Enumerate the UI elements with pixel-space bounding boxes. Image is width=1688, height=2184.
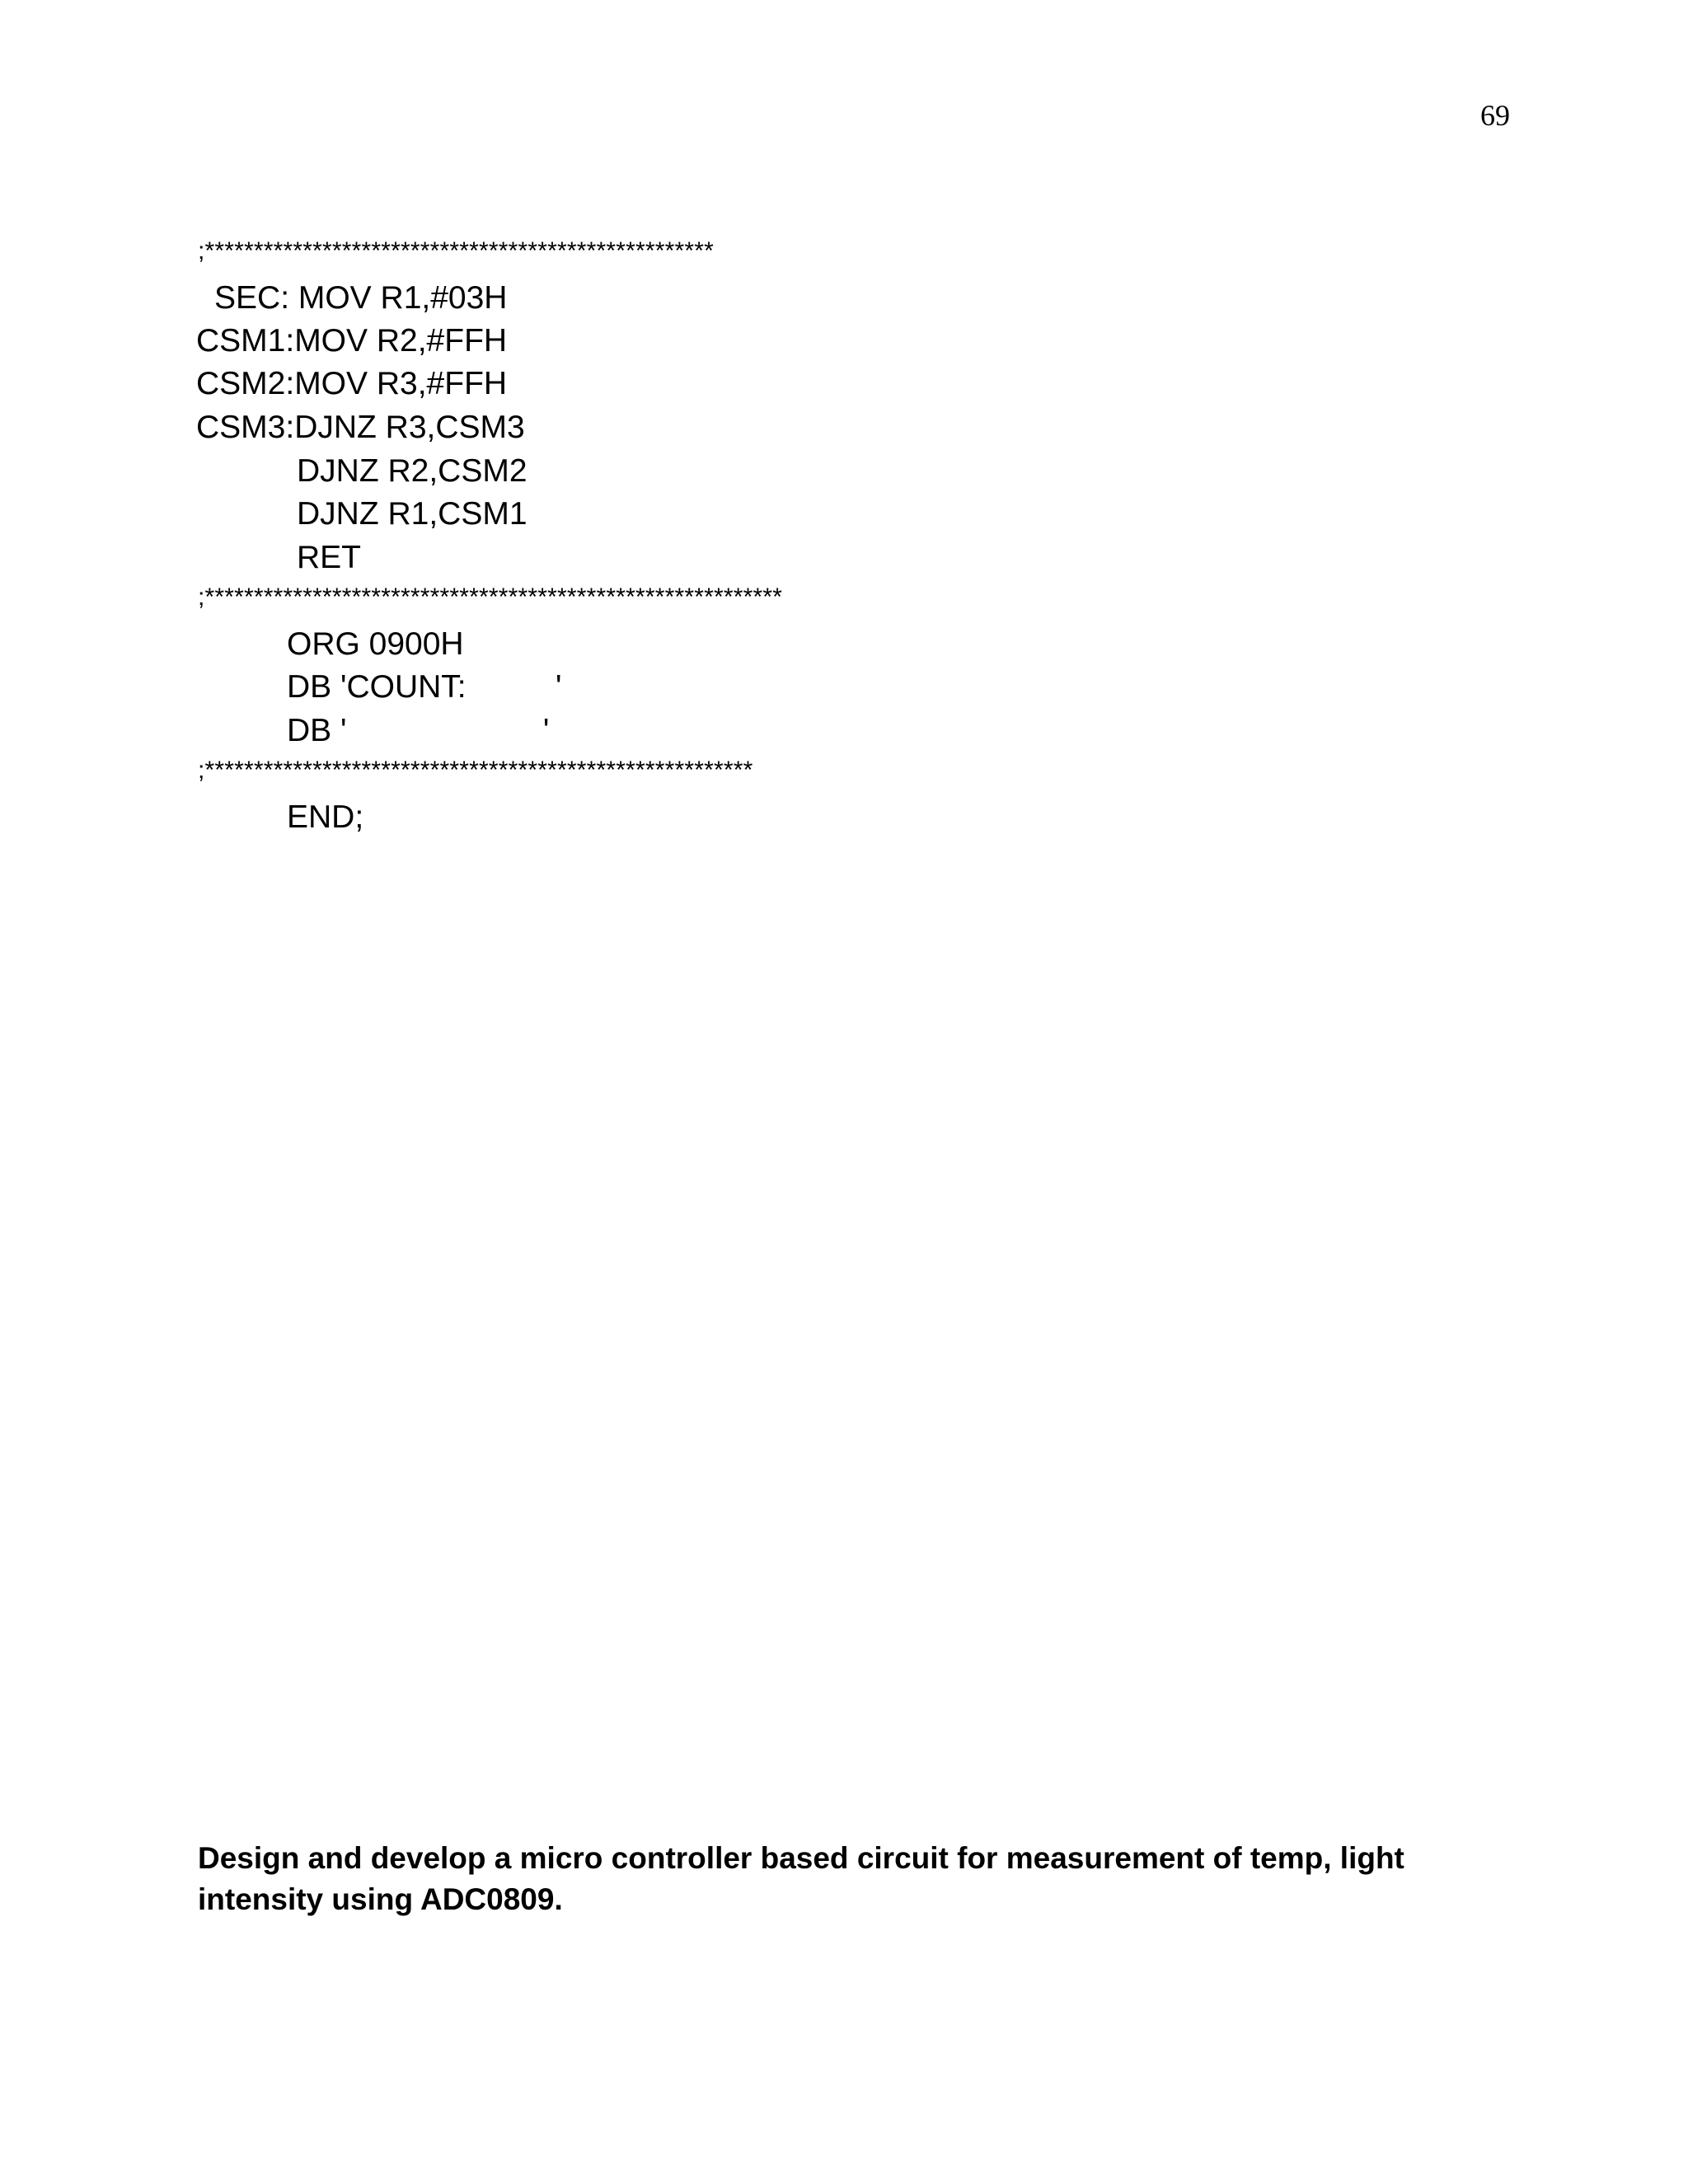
code-line: DB ' ' [287, 713, 550, 748]
code-line: CSM1:MOV R2,#FFH [196, 323, 508, 359]
code-line: ORG 0900H [287, 626, 464, 662]
code-line: SEC: MOV R1,#03H [214, 280, 508, 316]
code-line: DJNZ R1,CSM1 [297, 496, 528, 532]
page-number: 69 [1480, 99, 1510, 132]
code-line: CSM2:MOV R3,#FFH [196, 366, 508, 401]
code-line: RET [297, 540, 361, 575]
heading-line: intensity using ADC0809. [198, 1882, 563, 1916]
code-line: END; [287, 799, 364, 835]
separator-line: ;******************************************************** [198, 757, 753, 784]
heading-line: Design and develop a micro controller based circuit for measurement of temp, light [198, 1841, 1404, 1875]
section-heading [198, 1838, 1484, 1920]
code-line: DJNZ R2,CSM2 [297, 453, 528, 489]
code-line: CSM3:DJNZ R3,CSM3 [196, 410, 525, 445]
code-line: DB 'COUNT: ' [287, 669, 562, 705]
separator-line: ;*********************************************************** [198, 583, 783, 611]
separator-line: ;**************************************************** [198, 237, 715, 265]
